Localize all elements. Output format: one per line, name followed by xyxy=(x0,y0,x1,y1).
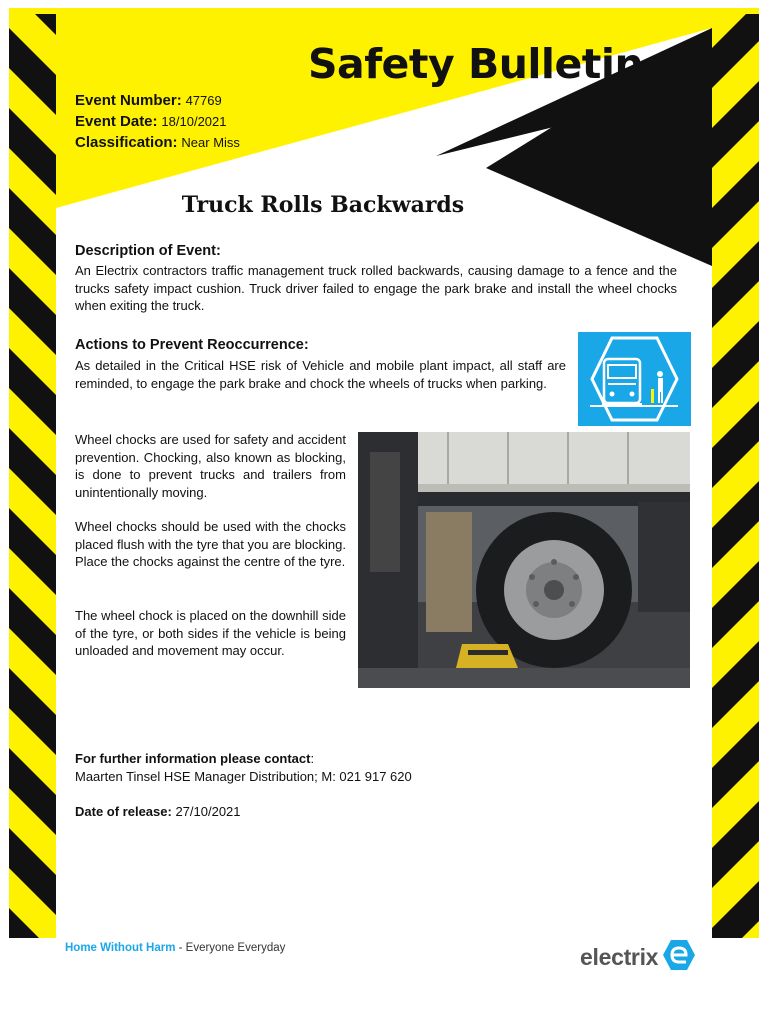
classification-label: Classification: xyxy=(75,134,178,151)
classification-row xyxy=(75,132,240,153)
contact-heading-row xyxy=(75,751,314,766)
hazard-stripe-right xyxy=(712,8,759,938)
description-heading: Description of Event: xyxy=(75,243,221,259)
release-date: 27/10/2021 xyxy=(175,804,241,819)
actions-heading: Actions to Prevent Reoccurrence: xyxy=(75,337,309,353)
description-text: An Electrix contractors traffic management truck rolled backwards, causing damage to a fence and the trucks safety impact cushion. Truck driver failed to engage the park brake and install the wheel chocks when exiting the truck. xyxy=(75,263,677,313)
event-date-row xyxy=(75,111,240,132)
electrix-logo xyxy=(580,938,696,977)
contact-details: Maarten Tinsel HSE Manager Distribution; M: 021 917 620 xyxy=(75,769,412,784)
actions-text: As detailed in the Critical HSE risk of Vehicle and mobile plant impact, all staff are reminded, to engage the park brake and chock the wheels of trucks when parking. xyxy=(75,358,566,391)
event-meta xyxy=(75,90,240,153)
tagline-home-without-harm: Home Without Harm xyxy=(65,942,176,954)
tagline-everyone-everyday: - Everyone Everyday xyxy=(175,942,286,954)
hazard-stripe-left xyxy=(9,8,56,938)
footer-tagline xyxy=(65,942,285,954)
event-number-label: Event Number: xyxy=(75,92,182,109)
event-number-row xyxy=(75,90,240,111)
vehicle-plant-impact-icon xyxy=(578,332,691,426)
release-row xyxy=(75,804,241,819)
event-headline: Truck Rolls Backwards xyxy=(181,192,465,218)
body-paragraph-3: The wheel chock is placed on the downhill side of the tyre, or both sides if the vehicle is being unloaded and movement may occur. xyxy=(75,608,346,658)
electrix-e-logo-icon xyxy=(662,938,696,977)
event-number-value: 47769 xyxy=(185,93,222,108)
bulletin-title: Safety Bulletin xyxy=(308,40,644,88)
contact-label: For further information please contact xyxy=(75,751,311,766)
body-paragraph-2: Wheel chocks should be used with the chocks placed flush with the tyre that you are blocking. Place the chocks against the centre of the tyre. xyxy=(75,519,346,569)
body-paragraph-1: Wheel chocks are used for safety and accident prevention. Chocking, also known as blocking, is done to prevent trucks and trailers from unintentionally moving. xyxy=(75,432,346,500)
logo-wordmark: electrix xyxy=(580,944,659,970)
event-date-label: Event Date: xyxy=(75,113,158,130)
event-date-value: 18/10/2021 xyxy=(161,114,227,129)
release-label: Date of release: xyxy=(75,804,172,819)
contact-colon: : xyxy=(310,751,315,766)
truck-wheel-chock-photo xyxy=(358,432,690,688)
classification-value: Near Miss xyxy=(181,135,240,150)
